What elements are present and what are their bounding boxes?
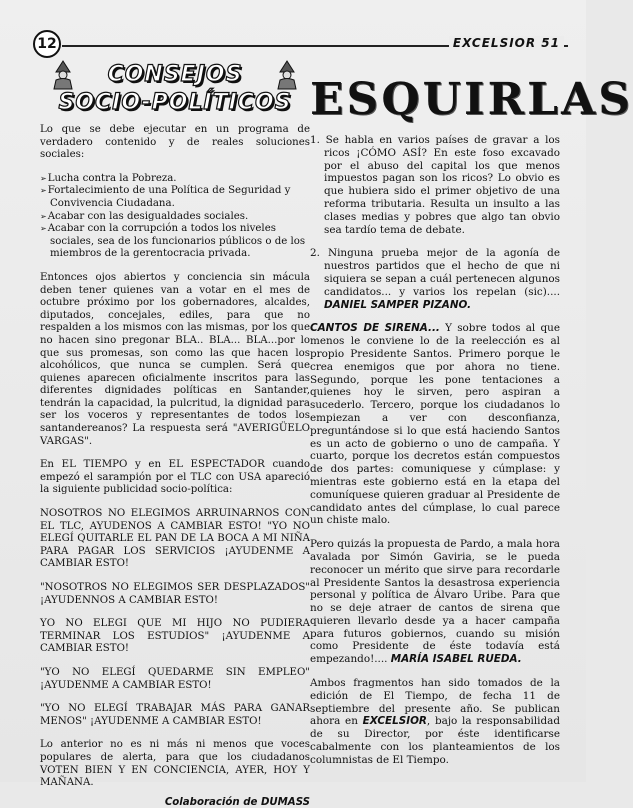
list-item: ➢ Fortalecimiento de una Política de Seguridad y Convivencia Ciudadana. [40,185,310,210]
consejos-title-line2: SOCIO-POLÍTICOS [58,90,292,115]
lead-heading: CANTOS DE SIRENA... [310,322,440,335]
paragraph-text: Pero quizás la propuesta de Pardo, a mala hora avalada por Simón Gaviria, se le pueda reconocer un mérito que sirve para recordarle al Presidente Santos la desastrosa experiencia personal y política de Álvaro Uribe. Para que no se deje atraer de cantos de sirena que quieren llevarlo desde ya a hacer campaña para futuros gobiernos, cuando su misión como Presidente de éste todavía está empezando!.... [310,538,560,666]
author-signature: MARÍA ISABEL RUEDA. [390,653,522,666]
esquirlas-title-text: ESQUIRLAS [310,74,633,125]
consejos-title [40,60,310,120]
item-text: Se habla en varios países de gravar a los ricos ¡CÓMO ASÍ? En este foso excavado por el abuso del capital los que menos impuestos pagan son los ricos? Lo obvio es que hubiera sido el primer objetivo de una reforma tributaria. Resulta un insulto a las clases medias y pobres que algo tan obvio sea tardío tema de debate. [324,134,560,236]
list-item: ➢ Acabar con la corrupción a todos los niveles sociales, sea de los funcionarios públicos o de los miembros de la gerentocracia privada. [40,223,310,261]
paragraph: "NOSOTROS NO ELEGIMOS SER DESPLAZADOS" ¡AYUDENNOS A CAMBIAR ESTO! [40,582,310,606]
esquirlas-column [310,70,633,778]
list-item [310,247,560,311]
page-header [0,0,586,58]
gnome-icon [274,60,300,90]
emphasis-excelsior: EXCELSIOR [362,715,427,728]
masthead: EXCELSIOR 51 [449,36,564,50]
consejos-column [40,60,310,808]
consejos-title-line1: CONSEJOS [107,62,243,87]
item-number: 2. [310,247,320,260]
page-number: 12 [33,30,61,58]
paragraph: En EL TIEMPO y en EL ESPECTADOR cuando empezó el sarampión por el TLC con USA apareció la siguiente publicidad socio-política: [40,459,310,496]
intro-paragraph: Lo que se debe ejecutar en un programa de verdadero contenido y de reales soluciones sociales: [40,124,310,161]
paragraph [310,322,560,527]
item-number: 1. [310,134,320,146]
paragraph: NOSOTROS NO ELEGIMOS ARRUINARNOS CON EL TLC, AYUDENOS A CAMBIAR ESTO! "YO NO ELEGÍ QUITARLE EL PAN DE LA BOCA A MI NIÑA PARA PAGAR LOS SERVICIOS ¡AYUDENME A CAMBIAR ESTO! [40,508,310,570]
paragraph: Lo anterior no es ni más ni menos que voces populares de alerta, para que los ciudadanos VOTEN BIEN Y EN CONCIENCIA, AYER, HOY Y MAÑANA. [40,739,310,789]
list-item [310,134,560,236]
paragraph-text: , bajo la responsabilidad de su Director, por éste identificarse cabalmente con los planteamientos de los columnistas de El Tiempo. [310,715,560,766]
list-item: ➢ Acabar con las desigualdades sociales. [40,211,310,224]
author-signature: DANIEL SAMPER PIZANO. [324,298,472,311]
bullet-list [40,173,310,261]
paragraph: "YO NO ELEGÍ QUEDARME SIN EMPLEO" ¡AYUDENME A CAMBIAR ESTO! [40,666,310,691]
item-text: Ninguna prueba mejor de la agonía de nuestros partidos que el hecho de que ni siquiera se sepan a cuál pertenecen algunos candidatos... y varios los repelan (sic).... [324,247,560,298]
list-item: ➢ Lucha contra la Pobreza. [40,173,310,186]
paragraph [310,677,560,767]
credit-line: Colaboración de DUMASS [164,796,310,808]
paragraph-text: Y sobre todos al que menos le conviene lo de la reelección es al propio Presidente Santos. Primero porque le crea enemigos que por ahora no tiene. Segundo, porque les pone tentaciones a quienes hoy le sirven, pero aspiran a sucederlo. Tercero, porque los ciudadanos lo empiezan a ver con desconfianza, preguntándose si lo que está haciendo Santos es un acto de gobierno o uno de campaña. Y cuarto, porque los decretos están compuestos de dos partes: comuniquese y cúmplase: y mientras este gobierno está en la etapa del comuníquese quieren graduar al Presidente de candidato antes del cúmplase, lo cual parece un chiste malo. [310,322,560,527]
paragraph [310,538,560,666]
paragraph: "YO NO ELEGÍ TRABAJAR MÁS PARA GANAR MENOS" ¡AYUDENME A CAMBIAR ESTO! [40,703,310,727]
numbered-list [310,134,560,311]
paragraph: Entonces ojos abiertos y conciencia sin mácula deben tener quienes van a votar en el mes de octubre próximo por los gobernadores, alcaldes, diputados, concejales, ediles, para que no respalden a los mismos con las mismas, por los que no hacen sino pregonar BLA.. BLA... BLA...por lo que sus promesas, son como las que hacen los alcohólicos, que nunca se cumplen. Será que quienes aparecen oficialmente inscritos para las diferentes dignidades políticas en Santander, tendrán la capacidad, la pulcritud, la dignidad para ser los voceros y representantes de todos los santandereanos? La respuesta será "AVERIGÜELO VARGAS". [40,271,310,447]
paragraph: YO NO ELEGI QUE MI HIJO NO PUDIERA TERMINAR LOS ESTUDIOS" ¡AYUDENME A CAMBIAR ESTO! [40,618,310,655]
paragraph-text: Ambos fragmentos han sido tomados de la edición de El Tiempo, de fecha 11 de septiembre del presente año. Se publican ahora en [310,677,560,728]
esquirlas-title [310,70,633,134]
